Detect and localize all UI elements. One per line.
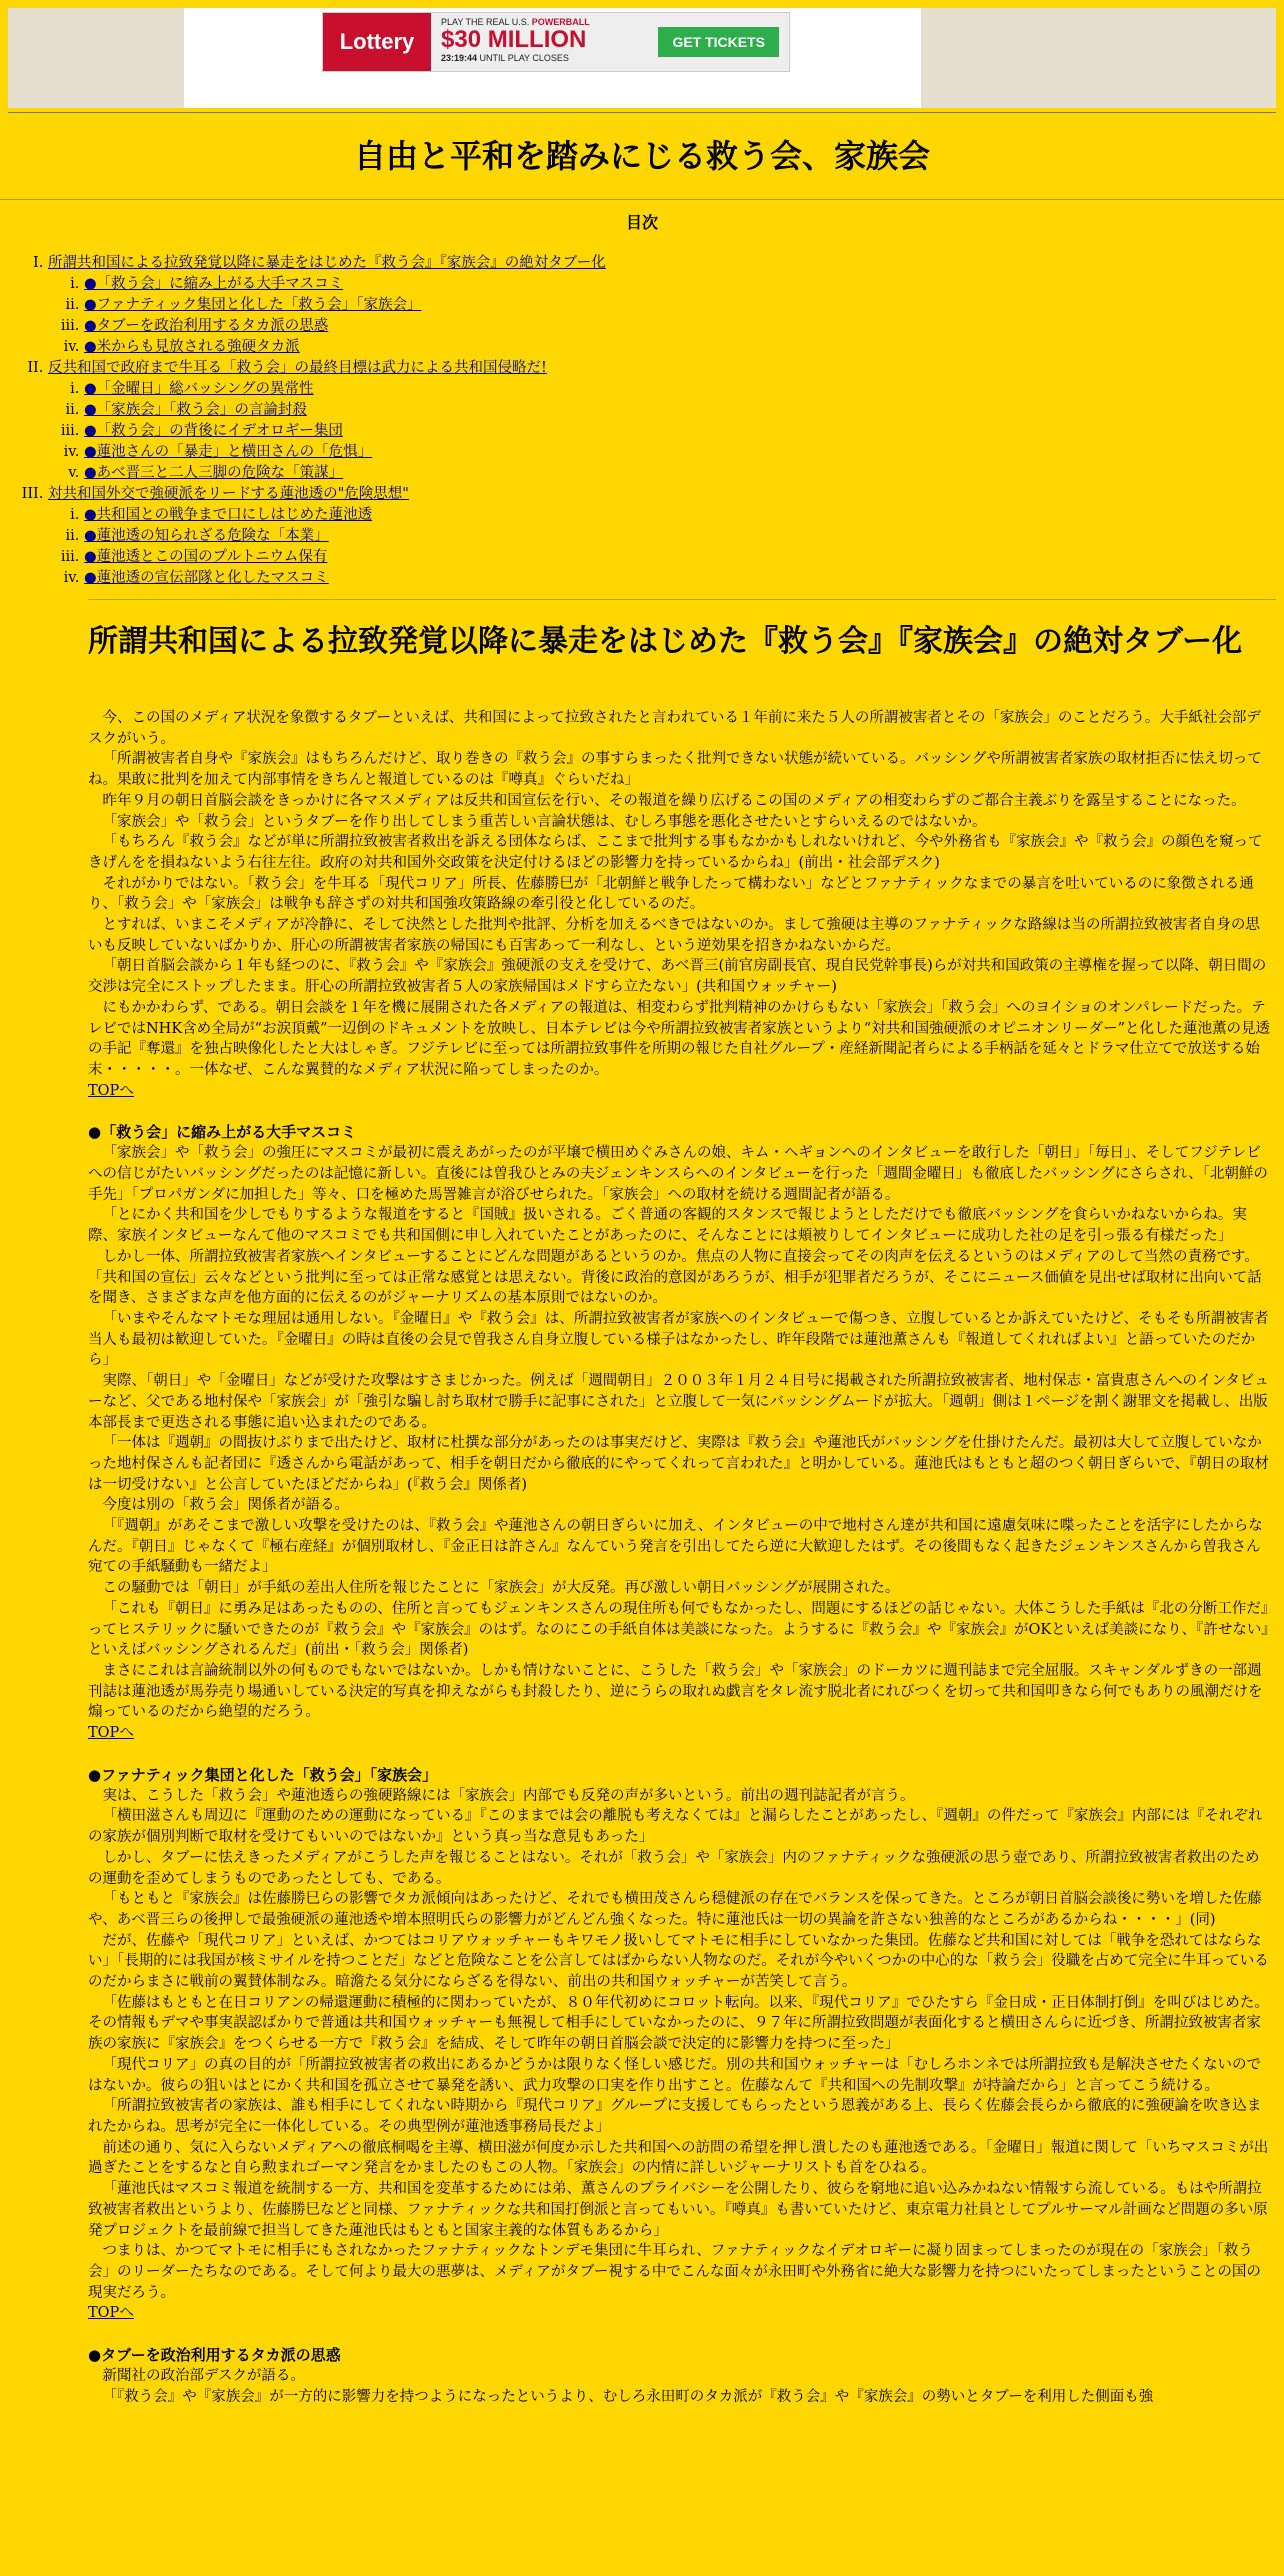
ad-jackpot-amount: $30 MILLION (441, 26, 587, 53)
paragraph: だが、佐藤や「現代コリア」といえば、かつてはコリアウォッチャーもキワモノ扱いしてマトモに相手にしていなかった集団。佐藤など共和国に対しては「戦争を恐れてはならない」「長期的には我国が核ミサイルを持つことだ」などと危険なことを公言してはばからない人物なのだ。それが今やいくつかの中心的な「救う会」役職を占めて完全に牛耳っているのだからまさに戦前の翼賛体制なみ。暗澹たる気分にならざるを得ない、前出の共和国ウォッチャーが苦笑して言う。 (88, 1932, 1269, 1991)
toc-link[interactable]: ●共和国との戦争まで口にしはじめた蓮池透 (84, 507, 373, 523)
top-link[interactable]: TOPへ (88, 1725, 134, 1742)
paragraph: 「蓮池氏はマスコミ報道を統制する一方、共和国を変革するためには弟、薫さんのプライバシーを公開したり、彼らを窮地に追い込みかねない情報すら流している。もはや所謂拉致被害者救出というより、佐藤勝巳などと同様、ファナティックな共和国打倒派と言ってもいい。『噂真』も書いていたけど、東京電力社員としてプルサーマル計画など問題の多い原発プロジェクトを最前線で担当してきた蓮池氏はもともと国家主義的な体質もあるから」 (88, 2181, 1268, 2239)
paragraph: 「一体は『週朝』の間抜けぶりまで出たけど、取材に杜撰な部分があったのは事実だけど、実際は『救う会』や蓮池氏がバッシングを仕掛けたんだ。最初は大して立腹していなかった地村保さんも記者団に『透さんから電話があって、相手を朝日だから徹底的にやってくれって言われた』と明かしている。蓮池氏はもともと超のつく朝日ぎらいで、『朝日の取材は一切受けない』と公言していたほどだからね」(『救う会』関係者) (88, 1435, 1270, 1493)
article-title: 所謂共和国による拉致発覚以降に暴走をはじめた『救う会』『家族会』の絶対タブー化 (88, 624, 1243, 659)
paragraph: 「もちろん『救う会』などが単に所謂拉致被害者救出を訴える団体ならば、ここまで批判する事もなかかもしれないけれど、今や外務省も『家族会』や『救う会』の顔色を窺ってきげんをを損ねないよう右往左往。政府の対共和国外交政策を決定付けるほどの影響力を持っているからね」(前出・社会部デスク) (88, 834, 1263, 871)
toc-link[interactable]: ●蓮池透の知られざる危険な「本業」 (84, 528, 329, 544)
toc-section (48, 253, 1284, 358)
subsection-paragraphs (88, 1786, 1272, 2304)
paragraph: 「横田滋さんも周辺に『運動のための運動になっている』『このままでは会の離脱も考えなくては』と漏らしたことがあったし、『週朝』の件だって『家族会』内部には『それぞれの家族が個別判断で取材を受けてもいいのではないか』という真っ当な意見もあった」 (88, 1808, 1263, 1846)
paragraph: にもかかわらず、である。朝日会談を１年を機に展開された各メディアの報道は、相変わらず批判精神のかけらもない「家族会」「救う会」へのヨイショのオンパレードだった。テレビではNHK含め全局が“お涙頂戴”一辺倒のドキュメントを放映し、日本テレビは今や所謂拉致被害者家族というより“対共和国強硬派のオピニオンリーダー”と化した蓮池薫の見透の手記『奪還』を独占映像化したと大はしゃぎ。フジテレビに至っては所謂拉致事件を所期の報じた自社グループ・産経新聞記者らによる手柄話を延々とドラマ仕立てで放送する始末・・・・・。一体なぜ、こんな翼賛的なメディア状況に陥ってしまったのか。 (88, 999, 1271, 1078)
paragraph: 「所謂被害者自身や『家族会』はもちろんだけど、取り巻きの『救う会』の事すらまったく批判できない状態が続いている。バッシングや所謂被害者家族の取材拒否に怯え切ってね。果敢に批判を加えて内部事情をきちんと報道しているのは『噂真』ぐらいだね」 (88, 751, 1262, 789)
paragraph: 「家族会」や「救う会」というタブーを作り出してしまう重苦しい言論状態は、むしろ事態を悪化させたいとすらいえるのではないか。 (102, 813, 987, 830)
site-title: 自由と平和を踏みにじる救う会、家族会 (353, 137, 930, 175)
paragraph: 「現代コリア」の真の目的が「所謂拉致被害者の救出にあるかどうかは限りなく怪しい感じだ。別の共和国ウォッチャーは「むしろホンネでは所謂拉致も是解決させたくないのではないか。彼らの狙いはとにかく共和国を孤立させて暴発を誘い、武力攻撃の口実を作り出すこと。佐藤なんて『共和国への先制攻撃』が持論だから」と言ってこう続ける。 (88, 2056, 1262, 2094)
paragraph: 「もともと『家族会』は佐藤勝巳らの影響でタカ派傾向はあったけど、それでも横田茂さんら穏健派の存在でバランスを保ってきた。ところが朝日首脳会談後に勢いを増した佐藤や、あべ晋三らの後押しで最強硬派の蓮池透や増本照明氏らの影響力がどんどん強くなった。特に蓮池氏は一切の異論を許さない独善的なところがあるからね・・・・」(同) (88, 1891, 1262, 1928)
subsection-title: ●ファナティック集団と化した「救う会」「家族会」 (88, 1765, 438, 1784)
toc-link[interactable]: ●「救う会」に縮み上がる大手マスコミ (84, 276, 344, 292)
toc-section (48, 358, 1284, 484)
toc-title: 目次 (625, 213, 658, 232)
toc-link[interactable]: ●蓮池さんの「暴走」と横田さんの「危惧」 (84, 444, 373, 460)
paragraph: 「『救う会』や『家族会』が一方的に影響力を持つようになったというより、むしろ永田町のタカ派が『救う会』や『家族会』の勢いとタブーを利用した側面も強 (102, 2388, 1154, 2405)
paragraph: 「これも『朝日』に勇み足はあったものの、住所と言ってもジェンキンスさんの現住所も何でもなかったし、問題にするほどの話じゃない。大体こうした手紙は『北の分断工作だ』ってヒステリックに騒いできたのが『救う会』や『家族会』のはず。なのにこの手紙自体は美談になった。ようするに『救う会』や『家族会』がOKといえば美談になり、『許せない』といえばバッシングされるんだ」(前出・「救う会」関係者) (88, 1600, 1269, 1659)
toc-link[interactable]: ●タブーを政治利用するタカ派の思惑 (84, 318, 329, 334)
top-link[interactable]: TOPへ (88, 2305, 134, 2322)
paragraph: 今度は別の「救う会」関係者が語る。 (102, 1497, 349, 1514)
paragraph: それがかりではない。「救う会」を牛耳る「現代コリア」所長、佐藤勝巳が「北朝鮮と戦争したって構わない」などとファナティックなまでの暴言を吐いているのに象徴される通り、「救う会」や「家族会」は戦争も辞さずの対共和国強攻策路線の牽引役と化しているのだ。 (88, 875, 1254, 913)
toc-link[interactable]: 所謂共和国による拉致発覚以降に暴走をはじめた『救う会』『家族会』の絶対タブー化 (48, 255, 606, 271)
table-of-contents (0, 253, 1284, 589)
paragraph: 「朝日首脳会談から１年も経つのに、『救う会』や『家族会』強硬派の支えを受けて、あべ晋三(前官房副長官、現自民党幹事長)らが対共和国政策の主導権を握って以降、朝日間の交渉は完全にストップしたまま。肝心の所謂拉致被害者５人の家族帰国はメドすら立たない」(共和国ウォッチャー) (88, 958, 1267, 996)
paragraph: 「佐藤はもともと在日コリアンの帰還運動に積極的に関わっていたが、８０年代初めにコロット転向。以来、『現代コリア』でひたすら『金日成・正日体制打倒』を叫びはじめた。その情報もデマや事実誤認ばかりで普通は共和国ウォッチャーも無視して相手にしていなかったのに、９７年に所謂拉致問題が表面化すると横田さんらに近づき、所謂拉致被害者家族の家族に『家族会』をつくらせる一方で『救う会』を結成、そして昨年の朝日首脳会談で決定的に影響力を持つに至った」 (88, 1994, 1269, 2053)
toc-link[interactable]: ●「金曜日」総バッシングの異常性 (84, 381, 314, 397)
toc-link[interactable]: ●蓮池透の宣伝部隊と化したマスコミ (84, 570, 329, 586)
paragraph: 昨年９月の朝日首脳会談をきっかけに各マスメディアは反共和国宣伝を行い、その報道を繰り広げるこの国のメディアの相変わらずのご都合主義ぶりを露呈することになった。 (102, 792, 1246, 809)
ad-container (184, 8, 921, 108)
paragraph: この騒動では「朝日」が手紙の差出人住所を報じたことに「家族会」が大反発。再び激しい朝日バッシングが展開された。 (102, 1580, 900, 1597)
ad-countdown: 23:19:44 UNTIL PLAY CLOSES (441, 53, 569, 63)
article-body (0, 620, 1284, 2407)
ad-tagline: PLAY THE REAL U.S. POWERBALL (441, 17, 590, 27)
paragraph: つまりは、かつてマトモに相手にもされなかったファナティックなトンデモ集団に牛耳られ、ファナティックなイデオロギーに凝り固まってしまったのが現在の「家族会」「救う会」のリーダーたちなのである。そして何より最大の悪夢は、メディアがタブー視する中でこんな面々が永田町や外務省に絶大な影響力を持つにいたってしまったということの国の現実だろう。 (88, 2243, 1261, 2301)
paragraph: とすれば、いまこそメディアが冷静に、そして決然とした批判や批評、分析を加えるべきではないのか。まして強硬は主導のファナティックな路線は当の所謂拉致被害者自身の思いも反映していないばかりか、肝心の所謂被害者家族の帰国にも百害あって一利なし、という逆効果を招きかねないからだ。 (88, 917, 1260, 954)
intro-paragraphs (88, 708, 1272, 1081)
subsection-paragraphs (88, 1143, 1272, 1723)
paragraph: 「所謂拉致被害者の家族は、誰も相手にしてくれない時期から『現代コリア』グループに支援してもらったという恩義がある上、長らく佐藤会長らから徹底的に強硬論を吹き込まれたからね。思考が完全に一体化している。その典型例が蓮池透事務局長だよ」 (88, 2098, 1262, 2135)
advertisement-area (8, 8, 1276, 108)
paragraph: 実は、こうした「救う会」や蓮池透らの強硬路線には「家族会」内部でも反発の声が多いという。前出の週刊誌記者が言う。 (102, 1787, 915, 1804)
subsection-paragraphs (88, 2366, 1272, 2407)
paragraph: 新聞社の政治部デスクが語る。 (102, 2368, 305, 2385)
ad-text (431, 13, 658, 71)
paragraph: 「いまやそんなマトモな理屈は通用しない。『金曜日』や『救う会』は、所謂拉致被害者が家族へのインタビューで傷つき、立腹しているとか訴えていたけど、そもそも所謂被害者当人も最初は歓迎していた。『金曜日』の時は直後の会見で曽我さん自身立腹している様子はなかったし、昨年段階では蓮池薫さんも『報道してくれればよい』と語っていたのだから」 (88, 1310, 1269, 1369)
lottery-logo: Lottery (323, 13, 431, 71)
toc-link[interactable]: 反共和国で政府まで牛耳る「救う会」の最終目標は武力による共和国侵略だ! (48, 360, 547, 376)
subsection-title: ●「救う会」に縮み上がる大手マスコミ (88, 1123, 357, 1142)
toc-link[interactable]: ●蓮池透とこの国のプルトニウム保有 (84, 549, 328, 565)
toc-link[interactable]: ●「救う会」の背後にイデオロギー集団 (84, 423, 343, 439)
toc-link[interactable]: 対共和国外交で強硬派をリードする蓮池透の"危険思想" (48, 486, 409, 502)
divider (8, 112, 1276, 113)
paragraph: しかし一体、所謂拉致被害者家族へインタビューすることにどんな問題があるというのか。焦点の人物に直接会ってその肉声を伝えるというのはメディアのして当然の責務です。「共和国の宣伝」云々などという批判に至っては正常な感覚とは思えない。背後に政治的意図があろうが、相手が犯罪者だろうが、そこにニュース価値を見出せば取材に出向いて話を聞き、さまざまな声を他方面的に伝えるのがジャーナリズムの基本原則ではないのか。 (88, 1248, 1262, 1307)
paragraph: 「とにかく共和国を少しでもりするような報道をすると『国賊』扱いされる。ごく普通の客観的スタンスで報じようとしただけでも徹底バッシングを食らいかねないからね。実際、家族インタビューなんて他のマスコミでも共和国側に申し入れていたことがあったのに、そんなことには頬被りしてインタビューに成功した社の足を引っ張る有様だった」 (88, 1207, 1247, 1245)
paragraph: 今、この国のメディア状況を象徴するタブーといえば、共和国によって拉致されたと言われている１年前に来た５人の所謂被害者とその「家族会」のことだろう。大手紙社会部デスクがいう。 (88, 710, 1261, 747)
paragraph: しかし、タブーに怯えきったメディアがこうした声を報じることはない。それが「救う会」や「家族会」内のファナティックな強硬派の思う壺であり、所謂拉致被害者救出のための運動を歪めてしまうものであったとしても、である。 (88, 1849, 1260, 1887)
top-link[interactable]: TOPへ (88, 1082, 134, 1099)
lottery-banner[interactable] (322, 12, 790, 72)
divider (88, 599, 1276, 600)
paragraph: 実際、「朝日」や「金曜日」などが受けた攻撃はすさまじかった。例えば「週間朝日」２００３年１月２４日号に掲載された所謂拉致被害者、地村保志・富貴恵さんへのインタビューなど、父である地村保や「家族会」が「強引な騙し討ち取材で勝手に記事にされた」と立腹して一気にバッシングムードが拡大。「週朝」側は１ページを割く謝罪文を掲載し、出版本部長まで更迭される事態に追い込まれたのである。 (88, 1373, 1269, 1431)
toc-link[interactable]: ●あべ晋三と二人三脚の危険な「策謀」 (84, 465, 344, 481)
paragraph: 「『週朝』があそこまで激しい攻撃を受けたのは、『救う会』や蓮池さんの朝日ぎらいに加え、インタビューの中で地村さん達が共和国に遠慮気味に喋ったことを活字にしたからなんだ。『朝日』じゃなくて『極右産経』が個別取材し、『金正日は許さん』なんていう発言を引出してたら逆に大歓迎したはず。その後間もなく起きたジェンキンスさんから曽我さん宛ての手紙騒動も一緒だよ」 (88, 1518, 1263, 1576)
toc-link[interactable]: ●米からも見放される強硬タカ派 (84, 339, 300, 355)
paragraph: まさにこれは言論統制以外の何ものでもないではないか。しかも情けないことに、こうした「救う会」や「家族会」のドーカツに週刊誌まで完全屈服。スキャンダルずきの一部週刊誌は蓮池透が馬券売り場通いしている決定的写真を抑えながらも封殺したり、逆にうらの取れぬ戯言をタレ流す脱北者にれびつくを切って共和国叩きなら何でもありの風潮だけを煽っているのだから絶望的だろう。 (88, 1662, 1263, 1721)
divider (0, 199, 1284, 200)
paragraph: 「家族会」や「救う会」の強圧にマスコミが最初に震えあがったのが平壌で横田めぐみさんの娘、キム・ヘギョンへのインタビューを敢行した「朝日」「毎日」、そしてフジテレビへの信じがたいバッシングだったのは記憶に新しい。直後には曽我ひとみの夫ジェンキンスらへのインタビューを行った「週間金曜日」も徹底したバッシングにさらされ、「北朝鮮の手先」「プロパガンダに加担した」等々、口を極めた馬詈雑言が浴びせられた。「家族会」への取材を続ける週間記者が語る。 (88, 1145, 1268, 1203)
subsection-title: ●タブーを政治利用するタカ派の思惑 (88, 2346, 341, 2365)
get-tickets-button[interactable]: GET TICKETS (658, 27, 779, 57)
toc-section (48, 484, 1284, 589)
paragraph: 前述の通り、気に入らないメディアへの徹底桐喝を主導、横田滋が何度か示した共和国への訪問の希望を押し潰したのも蓮池透である。「金曜日」報道に関して「いちマスコミが出過ぎたことをするなと自ら勲まれゴーマン発言をかましたのもこの人物。「家族会」の内情に詳しいジャーナリストも首をひねる。 (88, 2139, 1269, 2177)
toc-link[interactable]: ●「家族会」「救う会」の言論封殺 (84, 402, 307, 418)
toc-link[interactable]: ●ファナティック集団と化した「救う会」「家族会」 (84, 297, 422, 313)
